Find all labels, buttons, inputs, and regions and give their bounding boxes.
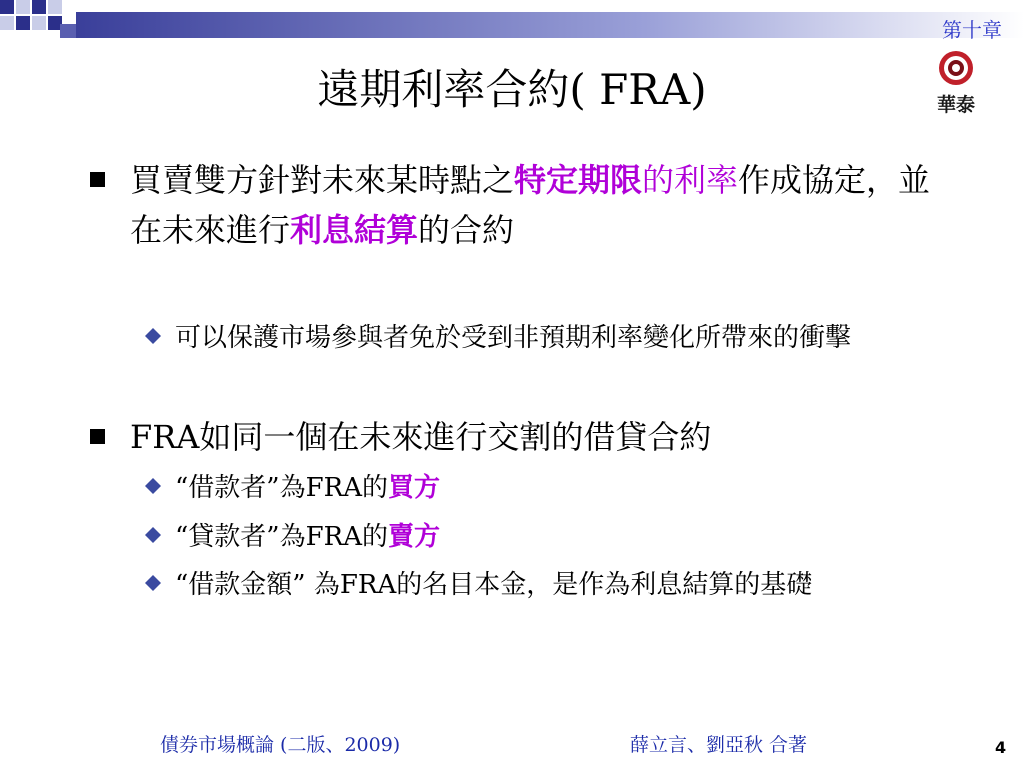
header-decoration <box>0 0 1024 40</box>
sub-bullet-item <box>145 517 935 557</box>
diamond-bullet-icon <box>145 328 161 344</box>
highlight-term: 的利率 <box>642 161 739 199</box>
footer-book-title: 債券市場概論 (二版、2009) <box>160 734 401 756</box>
sub-bullet-text: “貸款者”為FRA的賣方 <box>175 522 440 552</box>
sub-bullet-text: 可以保護市場參與者免於受到非預期利率變化所帶來的衝擊 <box>175 323 852 353</box>
page-number: 4 <box>995 738 1007 757</box>
square-bullet-icon <box>90 429 105 444</box>
sub-bullet-item <box>145 318 935 358</box>
bullet-item-1 <box>90 155 950 255</box>
diamond-bullet-icon <box>145 575 161 591</box>
bullet-text: 買賣雙方針對未來某時點之特定期限的利率作成協定，並在未來進行利息結算的合約 <box>130 161 931 249</box>
highlight-term: 特定期限 <box>514 161 643 199</box>
chapter-label: 第十章 <box>942 18 1002 42</box>
diamond-bullet-icon <box>145 527 161 543</box>
sub-bullet-item <box>145 565 935 605</box>
diamond-bullet-icon <box>145 478 161 494</box>
logo-text: 華泰 <box>936 94 975 116</box>
sub-bullet-text: “借款金額” 為FRA的名目本金，是作為利息結算的基礎 <box>175 570 813 600</box>
slide-title: 遠期利率合約( FRA) <box>317 65 707 114</box>
bullet-text: FRA如同一個在未來進行交割的借貸合約 <box>130 418 712 456</box>
footer-authors: 薛立言、劉亞秋 合著 <box>630 734 808 756</box>
sub-bullet-text: “借款者”為FRA的買方 <box>175 473 440 503</box>
bullet-item-2 <box>90 412 950 462</box>
highlight-term: 買方 <box>387 473 440 503</box>
sub-bullet-item <box>145 468 935 508</box>
highlight-term: 賣方 <box>387 522 440 552</box>
square-bullet-icon <box>90 172 105 187</box>
highlight-term: 利息結算 <box>290 211 419 249</box>
